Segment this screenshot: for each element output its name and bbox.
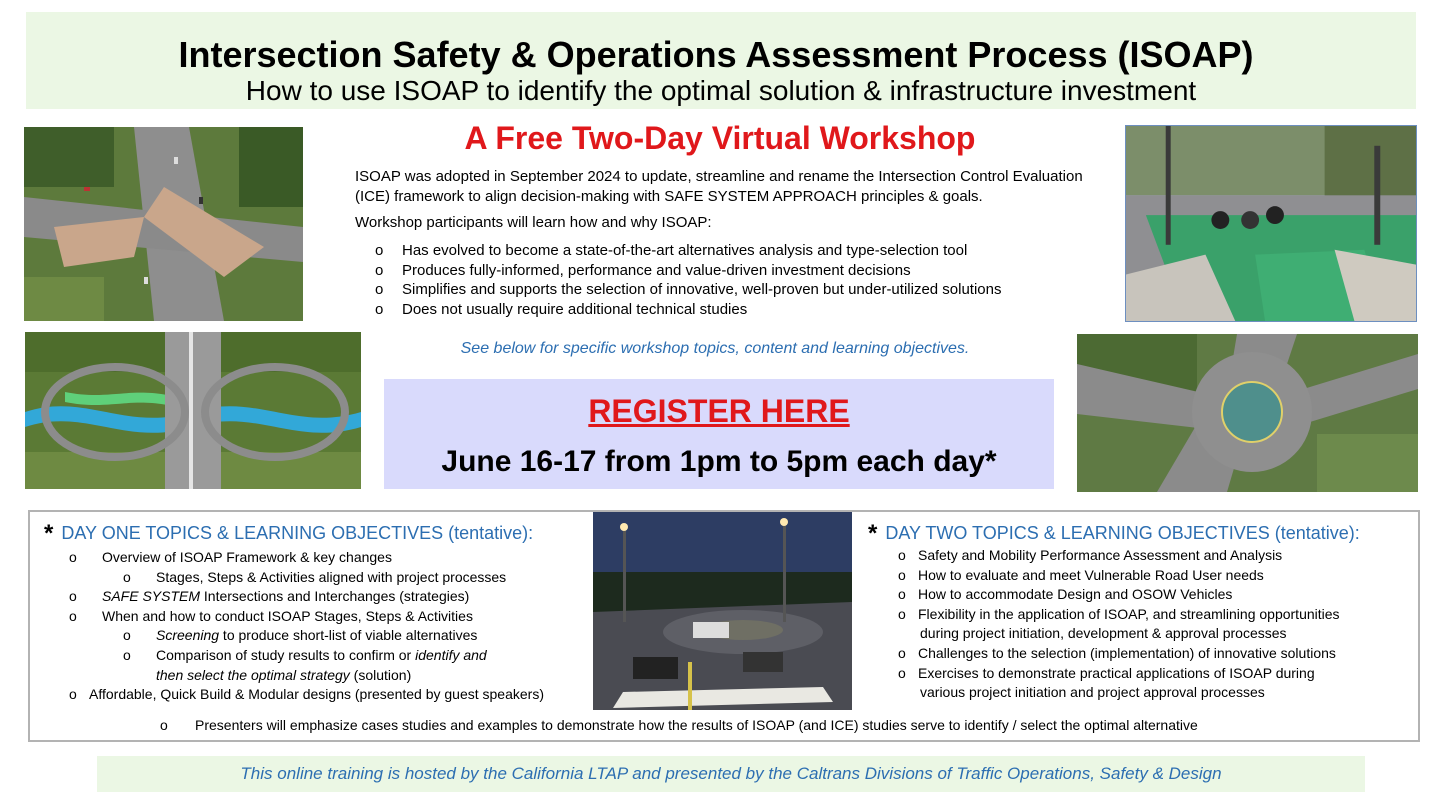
interchange-rendering-photo (25, 332, 361, 489)
page-title: Intersection Safety & Operations Assessment Process (ISOAP) (178, 34, 1254, 75)
list-item: o Challenges to the selection (implementation) of innovative solutions (898, 644, 1336, 661)
register-box (384, 379, 1054, 489)
presenters-note: o Presenters will emphasize cases studies and examples to demonstrate how the results of ISOAP (and ICE) studies serve to identify / select the optimal alternative (160, 717, 1198, 733)
list-item: o Screening to produce short-list of viable alternatives (123, 627, 478, 644)
list-item: o Exercises to demonstrate practical applications of ISOAP during (898, 664, 1315, 681)
aerial-intersection-photo (24, 127, 303, 321)
list-item: o Has evolved to become a state-of-the-art alternatives analysis and type-selection tool (375, 242, 968, 259)
list-item: o Produces fully-informed, performance and value-driven investment decisions (375, 261, 911, 279)
footer-banner: This online training is hosted by the California LTAP and presented by the Caltrans Divisions of Traffic Operations, Safety & Design (97, 756, 1365, 792)
workshop-lead: Workshop participants will learn how and why ISOAP: (355, 214, 712, 231)
list-item: o Overview of ISOAP Framework & key changes (69, 549, 392, 565)
cyclists-bike-lane-photo (1125, 125, 1417, 322)
dates-asterisk: * (984, 445, 997, 478)
page-subtitle: How to use ISOAP to identify the optimal solution & infrastructure investment (245, 75, 1197, 106)
list-item: o Comparison of study results to confirm or identify and (123, 646, 487, 663)
see-below-note: See below for specific workshop topics, content and learning objectives. (460, 340, 970, 357)
workshop-intro: ISOAP was adopted in September 2024 to update, streamline and rename the Intersection Control Evaluation (ICE) framework to align decision-making with SAFE SYSTEM APPROACH principles & goals. (355, 168, 1083, 205)
list-item: various project initiation and project approval processes (920, 684, 1265, 701)
list-item: o Affordable, Quick Build & Modular designs (presented by guest speakers) (69, 686, 544, 703)
day-two-heading: * DAY TWO TOPICS & LEARNING OBJECTIVES (tentative): (868, 520, 1360, 547)
list-item: o How to accommodate Design and OSOW Vehicles (898, 586, 1233, 603)
roundabout-aerial-photo (1077, 334, 1418, 492)
list-item: o Safety and Mobility Performance Assessment and Analysis (898, 547, 1283, 563)
workshop-info (355, 118, 1115, 319)
workshop-dates: June 16-17 from 1pm to 5pm each day* (441, 445, 997, 478)
list-item: o When and how to conduct ISOAP Stages, Steps & Activities (69, 607, 473, 624)
list-item: then select the optimal strategy (solution) (156, 666, 412, 683)
list-item: during project initiation, development & approval processes (920, 625, 1287, 642)
day-one-heading: * DAY ONE TOPICS & LEARNING OBJECTIVES (tentative): (44, 520, 534, 547)
topics-box (28, 510, 1420, 742)
list-item: o Stages, Steps & Activities aligned with project processes (123, 568, 507, 585)
workshop-bullets (375, 241, 1115, 319)
register-link[interactable]: REGISTER HERE (588, 393, 850, 429)
list-item: o How to evaluate and meet Vulnerable Road User needs (898, 566, 1264, 583)
day-one-topics (44, 522, 604, 705)
workshop-heading: A Free Two-Day Virtual Workshop (464, 120, 976, 156)
header-banner (26, 12, 1416, 109)
list-item: o Flexibility in the application of ISOAP, and streamlining opportunities (898, 605, 1340, 622)
list-item: o SAFE SYSTEM Intersections and Interchanges (strategies) (69, 588, 470, 605)
day-two-topics (868, 522, 1408, 703)
list-item: o Does not usually require additional technical studies (375, 300, 748, 318)
list-item: o Simplifies and supports the selection of innovative, well-proven but under-utilized solutions (375, 281, 1002, 298)
